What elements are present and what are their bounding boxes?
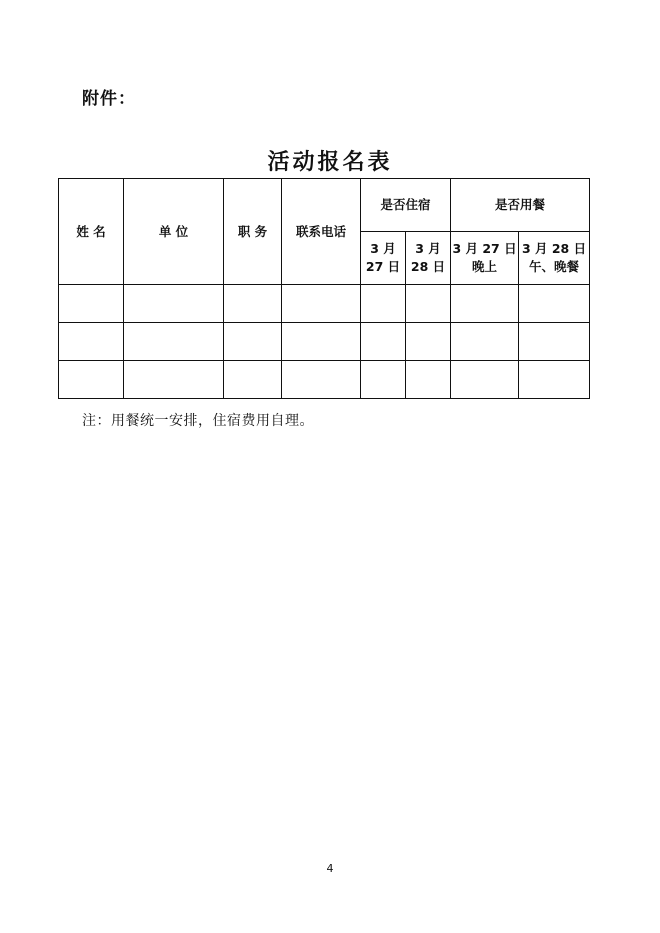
- cell-phone[interactable]: [282, 361, 361, 399]
- signup-table: [58, 178, 590, 399]
- cell-meal-slot-1[interactable]: [451, 285, 519, 323]
- header-meal-slot-2: [519, 232, 590, 285]
- meal-slot-1-date: 3 月 27 日: [452, 241, 517, 256]
- meal-slot-2-date: 3 月 28 日: [521, 241, 587, 256]
- cell-unit[interactable]: [124, 323, 224, 361]
- header-lodging: 是否住宿: [361, 179, 451, 232]
- cell-unit[interactable]: [124, 361, 224, 399]
- meal-slot-1-time: 晚上: [472, 259, 498, 274]
- header-name: 姓 名: [59, 179, 124, 285]
- cell-meal-slot-1[interactable]: [451, 323, 519, 361]
- table-row: [59, 285, 590, 323]
- cell-name[interactable]: [59, 323, 124, 361]
- meal-slot-2-time: 午、晚餐: [529, 259, 580, 274]
- cell-name[interactable]: [59, 285, 124, 323]
- page-number: 4: [326, 862, 334, 875]
- cell-meal-slot-2[interactable]: [519, 285, 590, 323]
- lodging-day-1-month: 3 月: [370, 241, 396, 256]
- header-unit: 单 位: [124, 179, 224, 285]
- cell-meal-slot-1[interactable]: [451, 361, 519, 399]
- cell-phone[interactable]: [282, 285, 361, 323]
- table-row: [59, 361, 590, 399]
- footnote: 注：用餐统一安排，住宿费用自理。: [82, 413, 314, 429]
- cell-unit[interactable]: [124, 285, 224, 323]
- cell-name[interactable]: [59, 361, 124, 399]
- lodging-day-2-month: 3 月: [415, 241, 441, 256]
- attachment-label: 附件：: [82, 89, 136, 109]
- cell-lodging-day-1[interactable]: [361, 285, 406, 323]
- cell-lodging-day-1[interactable]: [361, 361, 406, 399]
- cell-lodging-day-2[interactable]: [406, 285, 451, 323]
- cell-lodging-day-1[interactable]: [361, 323, 406, 361]
- cell-position[interactable]: [224, 361, 282, 399]
- cell-lodging-day-2[interactable]: [406, 323, 451, 361]
- cell-lodging-day-2[interactable]: [406, 361, 451, 399]
- cell-position[interactable]: [224, 323, 282, 361]
- header-meal-slot-1: [451, 232, 519, 285]
- cell-phone[interactable]: [282, 323, 361, 361]
- header-lodging-day-1: [361, 232, 406, 285]
- cell-meal-slot-2[interactable]: [519, 323, 590, 361]
- form-title: 活动报名表: [267, 150, 393, 175]
- lodging-day-1-date: 27 日: [365, 259, 401, 274]
- header-position: 职 务: [224, 179, 282, 285]
- header-phone: 联系电话: [282, 179, 361, 285]
- table-row: [59, 323, 590, 361]
- lodging-day-2-date: 28 日: [410, 259, 446, 274]
- cell-position[interactable]: [224, 285, 282, 323]
- cell-meal-slot-2[interactable]: [519, 361, 590, 399]
- header-lodging-day-2: [406, 232, 451, 285]
- header-meal: 是否用餐: [451, 179, 590, 232]
